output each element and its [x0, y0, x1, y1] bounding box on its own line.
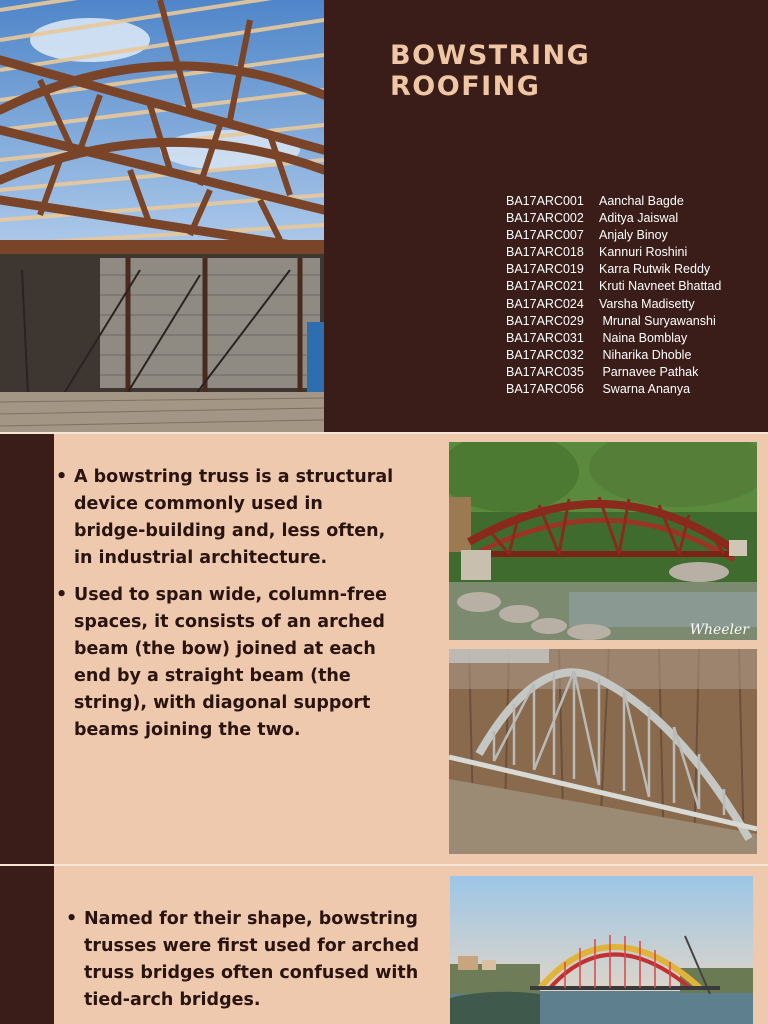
red-truss-bridge-photo — [449, 442, 757, 640]
member-row — [506, 347, 721, 364]
title-slide — [0, 0, 768, 432]
member-id: BA17ARC018 — [506, 245, 584, 260]
member-list — [506, 193, 721, 398]
member-name: Varsha Madisetty — [599, 296, 695, 311]
member-id: BA17ARC021 — [506, 279, 584, 294]
member-id: BA17ARC007 — [506, 228, 584, 243]
member-name: Aditya Jaiswal — [599, 211, 679, 226]
bullet-item: • Used to span wide, column-free spaces, it consists of an arched beam (the bow) joined at each end by a straight beam (the string), with diagonal support beams joining the two. — [56, 582, 396, 744]
arch-bridge-photo — [450, 876, 753, 1024]
member-name: Niharika Dhoble — [599, 347, 692, 362]
member-id: BA17ARC032 — [506, 347, 584, 362]
member-row — [506, 381, 721, 398]
roof-truss-photo — [0, 0, 324, 432]
definition-slide — [0, 434, 768, 864]
member-id: BA17ARC029 — [506, 313, 584, 328]
highlight-term: bowstring truss — [93, 467, 250, 487]
member-row — [506, 330, 721, 347]
member-row — [506, 278, 721, 295]
member-id: BA17ARC056 — [506, 382, 584, 397]
photo-watermark: Wheeler — [689, 622, 749, 638]
member-row — [506, 313, 721, 330]
member-id: BA17ARC002 — [506, 211, 584, 226]
slide-title: BOWSTRING ROOFING — [390, 40, 591, 102]
member-id: BA17ARC001 — [506, 194, 584, 208]
member-name: Parnavee Pathak — [599, 364, 699, 379]
member-row — [506, 227, 721, 244]
side-bar — [0, 434, 54, 864]
member-name: Kruti Navneet Bhattad — [599, 279, 722, 294]
bullet-list — [66, 906, 426, 1024]
member-name: Swarna Ananya — [599, 382, 691, 397]
member-name: Anjaly Binoy — [599, 228, 668, 243]
member-name: Naina Bomblay — [599, 330, 688, 345]
member-row — [506, 364, 721, 381]
member-id: BA17ARC024 — [506, 296, 584, 311]
member-name: Kannuri Roshini — [599, 245, 688, 260]
member-name: Mrunal Suryawanshi — [599, 313, 716, 328]
bullet-list — [56, 464, 396, 754]
member-id: BA17ARC031 — [506, 330, 584, 345]
member-row — [506, 210, 721, 227]
member-row — [506, 261, 721, 278]
bullet-item: • A bowstring truss is a structural device commonly used in bridge-building and, less often, in industrial architecture. — [56, 464, 396, 572]
side-bar — [0, 866, 54, 1024]
member-name: Aanchal Bagde — [599, 194, 684, 208]
member-row — [506, 193, 721, 210]
steel-truss-bridge-photo — [449, 649, 757, 854]
bullet-item: • Named for their shape, bowstring trusses were first used for arched truss bridges often confused with tied-arch bridges. — [66, 906, 426, 1014]
member-id: BA17ARC035 — [506, 364, 584, 379]
member-row — [506, 244, 721, 261]
history-slide — [0, 866, 768, 1024]
member-row — [506, 296, 721, 313]
member-id: BA17ARC019 — [506, 262, 584, 277]
member-name: Karra Rutwik Reddy — [599, 262, 711, 277]
